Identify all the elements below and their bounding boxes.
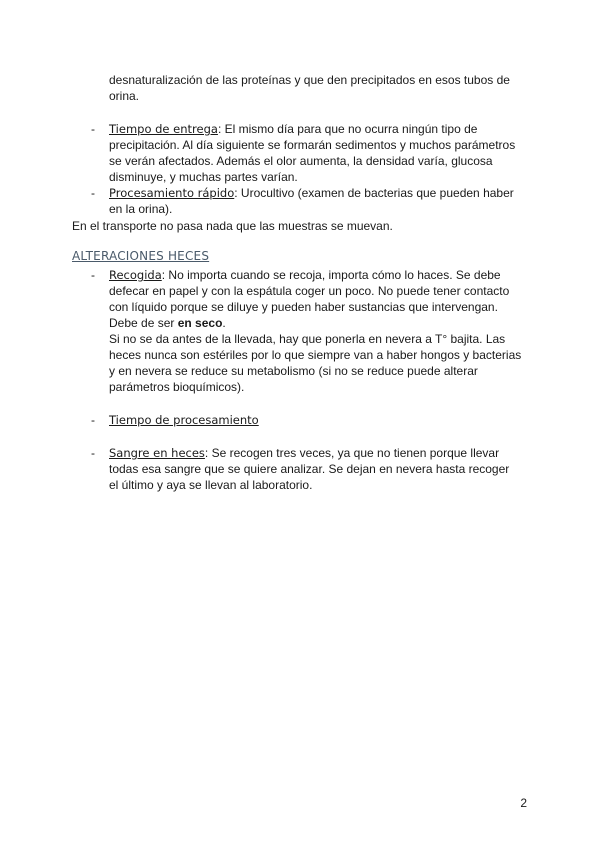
text-line: todas esa sangre que se quiere analizar. Se dejan en nevera hasta recoger (109, 462, 510, 476)
text-line: defecar en papel y con la espátula coger un poco. No puede tener contacto (109, 284, 510, 298)
bullet-tiempo-entrega (109, 121, 477, 137)
text-line: precipitación. Al día siguiente se formarán sedimentos y muchos parámetros (109, 138, 516, 152)
text-fragment: . (222, 316, 226, 330)
bullet-sangre-heces (109, 445, 499, 461)
text-line: : No importa cuando se recoja, importa cómo lo haces. Se debe (161, 268, 501, 282)
bullet-marker: - (91, 268, 95, 282)
bullet-heading: Procesamiento rápido (109, 186, 235, 200)
text-line: : Urocultivo (examen de bacterias que pueden haber (234, 186, 514, 200)
bullet-tiempo-procesamiento (109, 412, 259, 428)
text-fragment: Debe de ser (109, 316, 178, 330)
bullet-recogida (109, 267, 501, 283)
text-line (109, 315, 226, 331)
text-line: : Se recogen tres veces, ya que no tienen porque llevar (204, 446, 500, 460)
bullet-procesamiento-rapido (109, 185, 514, 201)
bullet-marker: - (91, 413, 95, 427)
text-line: el último y aya se llevan al laboratorio. (109, 478, 313, 492)
bullet-marker: - (91, 122, 95, 136)
text-line: se verán afectados. Además el olor aumenta, la densidad varía, glucosa (109, 154, 493, 168)
bullet-marker: - (91, 186, 95, 200)
bullet-heading: Recogida (109, 268, 162, 282)
transport-note: En el transporte no pasa nada que las muestras se muevan. (72, 219, 393, 233)
page-number: 2 (520, 796, 527, 810)
text-line: Si no se da antes de la llevada, hay que ponerla en nevera a T° bajita. Las (109, 332, 506, 346)
bullet-marker: - (91, 446, 95, 460)
text-line: desnaturalización de las proteínas y que den precipitados en esos tubos de (109, 73, 510, 87)
text-line: con líquido porque se diluye y pueden haber sustancias que intervengan. (109, 300, 498, 314)
text-line: parámetros bioquímicos). (109, 380, 245, 394)
text-line: y en nevera se reduce su metabolismo (si no se reduce puede alterar (109, 364, 478, 378)
section-title: ALTERACIONES HECES (72, 249, 210, 263)
text-line: heces nunca son estériles por lo que siempre van a haber hongos y bacterias (109, 348, 522, 362)
text-line: en la orina). (109, 202, 173, 216)
bullet-heading: Tiempo de entrega (109, 122, 218, 136)
bold-text: en seco (177, 316, 223, 330)
bullet-heading: Sangre en heces (109, 446, 205, 460)
text-line: disminuye, y muchas partes varían. (109, 170, 298, 184)
text-line: : El mismo día para que no ocurra ningún tipo de (217, 122, 478, 136)
text-line: orina. (109, 89, 140, 103)
bullet-heading: Tiempo de procesamiento (109, 413, 259, 427)
